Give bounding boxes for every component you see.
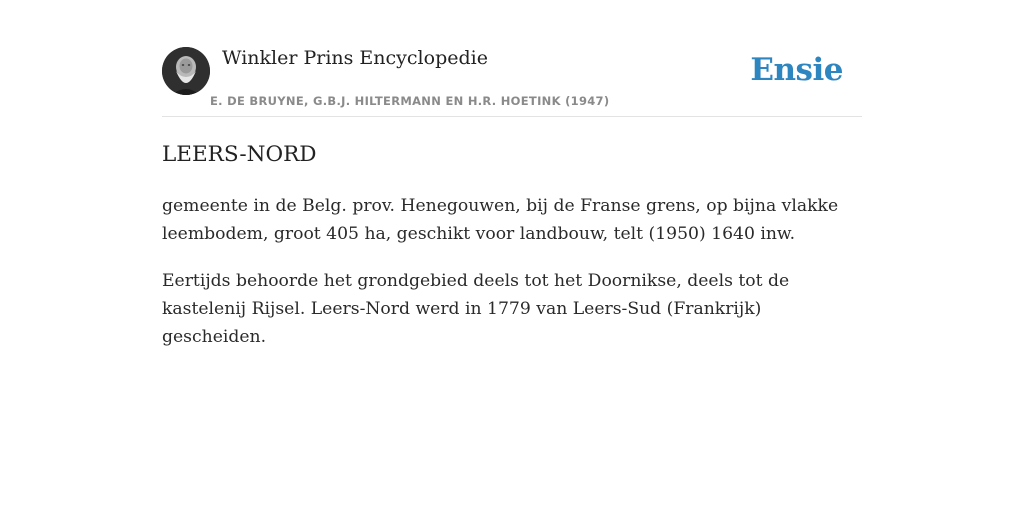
entry-title: LEERS-NORD [162, 142, 317, 167]
authors-line: E. DE BRUYNE, G.B.J. HILTERMANN EN H.R. HOETINK (1947) [210, 94, 610, 108]
entry-paragraph-1: gemeente in de Belg. prov. Henegouwen, bij de Franse grens, op bijna vlakke leembodem, groot 405 ha, geschikt voor landbouw, telt (1950) 1640 inw. [162, 196, 839, 244]
source-title[interactable]: Winkler Prins Encyclopedie [222, 47, 488, 69]
bearded-man-portrait-icon[interactable] [162, 47, 210, 95]
article-container [162, 0, 862, 347]
source-header [162, 0, 862, 117]
ensie-logo[interactable]: Ensie [750, 52, 843, 88]
entry-paragraph-2: Eertijds behoorde het grondgebied deels tot het Doornikse, deels tot de kastelenij Rijsel. Leers-Nord werd in 1779 van Leers-Sud (Frankrijk) gescheiden. [162, 271, 790, 347]
